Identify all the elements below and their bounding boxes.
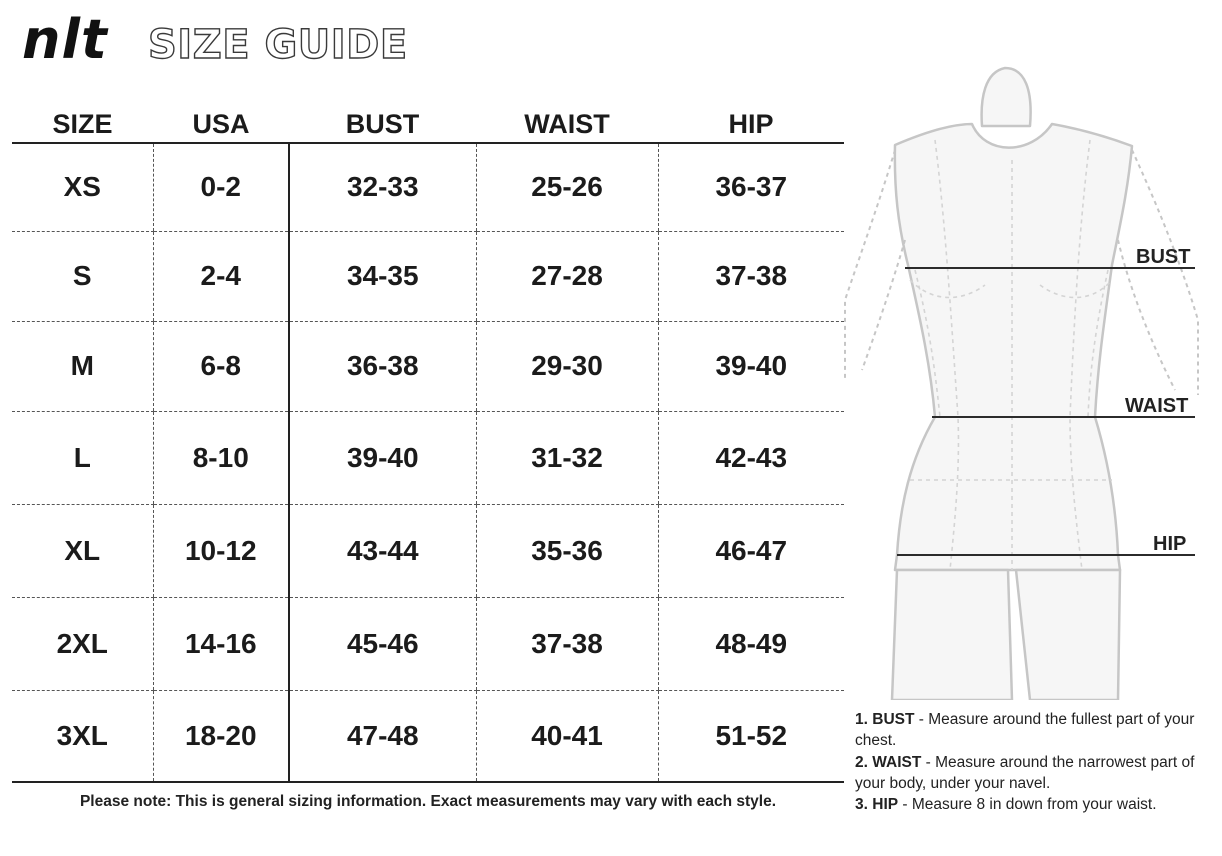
- table-row: [12, 690, 844, 782]
- cell-usa: 10-12: [153, 504, 289, 597]
- cell-size: XS: [12, 143, 153, 231]
- table-row: [12, 411, 844, 504]
- cell-size: 3XL: [12, 690, 153, 782]
- cell-bust: 39-40: [289, 411, 476, 504]
- cell-usa: 14-16: [153, 597, 289, 690]
- column-header-bust: BUST: [289, 104, 476, 143]
- cell-bust: 43-44: [289, 504, 476, 597]
- cell-size: M: [12, 321, 153, 411]
- sizing-note: Please note: This is general sizing information. Exact measurements may vary with each style.: [79, 793, 777, 810]
- instruction-waist: 2. WAIST - Measure around the narrowest part of your body, under your navel.: [855, 753, 1195, 792]
- cell-hip: 36-37: [658, 143, 844, 231]
- cell-hip: 42-43: [658, 411, 844, 504]
- cell-usa: 2-4: [153, 231, 289, 321]
- table-header-row: [12, 104, 844, 143]
- table-row: [12, 597, 844, 690]
- cell-waist: 27-28: [476, 231, 658, 321]
- cell-size: 2XL: [12, 597, 153, 690]
- cell-usa: 0-2: [153, 143, 289, 231]
- cell-bust: 45-46: [289, 597, 476, 690]
- page-title: SIZE GUIDE: [148, 22, 408, 68]
- cell-waist: 37-38: [476, 597, 658, 690]
- cell-waist: 25-26: [476, 143, 658, 231]
- cell-bust: 36-38: [289, 321, 476, 411]
- cell-waist: 40-41: [476, 690, 658, 782]
- cell-hip: 46-47: [658, 504, 844, 597]
- column-header-hip: HIP: [658, 104, 844, 143]
- column-header-waist: WAIST: [476, 104, 658, 143]
- table-row: [12, 321, 844, 411]
- cell-size: S: [12, 231, 153, 321]
- bust-label: BUST: [1136, 246, 1191, 268]
- cell-size: L: [12, 411, 153, 504]
- size-table: [12, 104, 844, 783]
- measurement-instructions: [855, 709, 1210, 815]
- right-sleeve-outline: [1132, 150, 1198, 395]
- left-sleeve-outline: [845, 150, 895, 380]
- right-leg-shape: [1016, 570, 1120, 700]
- table-row: [12, 231, 844, 321]
- column-header-usa: USA: [153, 104, 289, 143]
- instruction-hip: 3. HIP - Measure 8 in down from your waist.: [855, 796, 1157, 814]
- cell-bust: 34-35: [289, 231, 476, 321]
- cell-usa: 6-8: [153, 321, 289, 411]
- cell-usa: 18-20: [153, 690, 289, 782]
- cell-size: XL: [12, 504, 153, 597]
- left-sleeve-inner: [862, 240, 905, 370]
- cell-waist: 31-32: [476, 411, 658, 504]
- table-row: [12, 504, 844, 597]
- cell-bust: 32-33: [289, 143, 476, 231]
- column-header-size: SIZE: [12, 104, 153, 143]
- brand-logo: nlt: [22, 8, 108, 71]
- cell-hip: 39-40: [658, 321, 844, 411]
- waist-label: WAIST: [1125, 395, 1189, 417]
- instruction-bust: 1. BUST - Measure around the fullest part of your chest.: [855, 711, 1195, 750]
- left-leg-shape: [892, 570, 1012, 700]
- cell-waist: 29-30: [476, 321, 658, 411]
- neck-shape: [982, 68, 1031, 126]
- table-row: [12, 143, 844, 231]
- hip-label: HIP: [1153, 533, 1187, 555]
- dress-form-illustration: [842, 60, 1222, 700]
- cell-hip: 37-38: [658, 231, 844, 321]
- cell-bust: 47-48: [289, 690, 476, 782]
- torso-shape: [895, 124, 1132, 570]
- cell-hip: 48-49: [658, 597, 844, 690]
- cell-waist: 35-36: [476, 504, 658, 597]
- cell-hip: 51-52: [658, 690, 844, 782]
- cell-usa: 8-10: [153, 411, 289, 504]
